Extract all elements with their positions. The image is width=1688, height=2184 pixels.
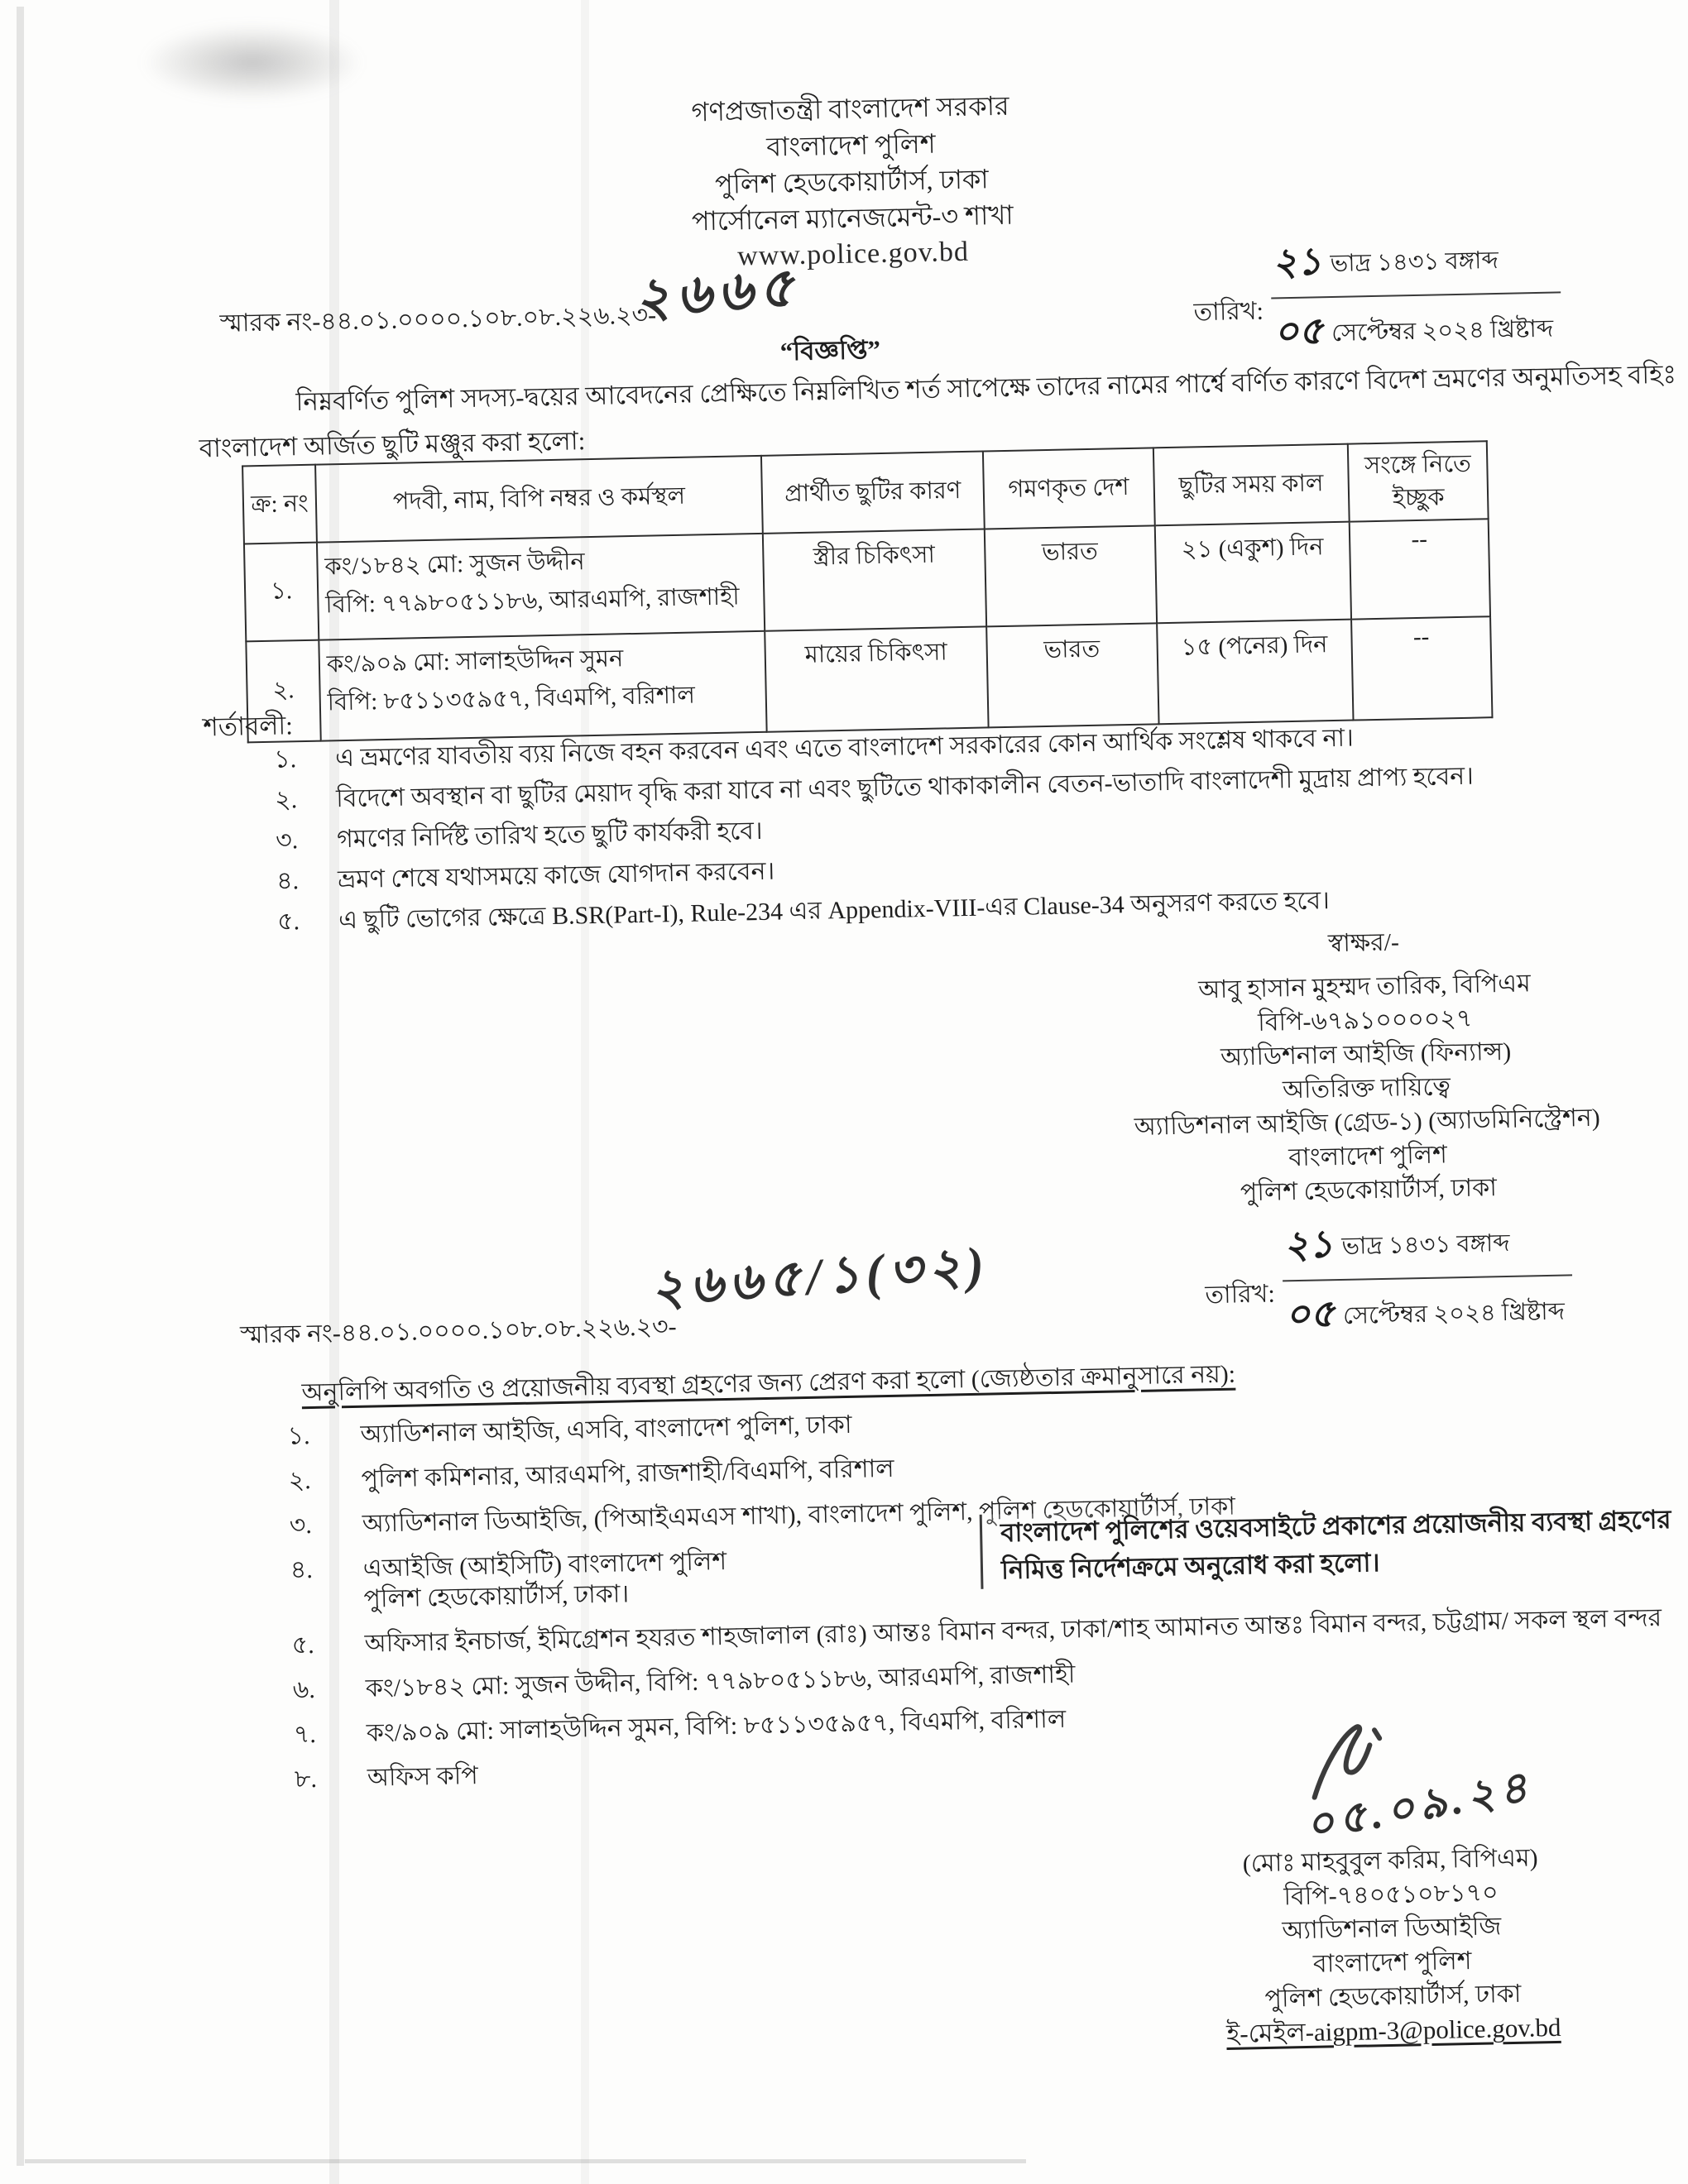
date-stack: [1282, 1208, 1574, 1346]
gregorian-date-text: সেপ্টেম্বর ২০২৪ খ্রিষ্টাব্দ: [1331, 315, 1554, 347]
cell-companion: --: [1351, 616, 1492, 720]
col-header-serial: ক্র: নং: [242, 465, 317, 544]
branch-name: পার্সোনেল ম্যানেজমেন্ট-৩ শাখা: [691, 199, 1014, 237]
member-name-line: কং/১৮৪২ মো: সুজন উদ্দীন: [324, 548, 586, 581]
memo-number-label-1: স্মারক নং-৪৪.০১.০০০০.১০৮.০৮.২২৬.২৩-: [219, 301, 657, 338]
cell-serial: ১.: [244, 543, 319, 642]
gregorian-date-text: সেপ্টেম্বর ২০২৪ খ্রিষ্টাব্দ: [1342, 1298, 1566, 1329]
signatory-bp-number: বিপি-৬৭৯১০০০০২৭: [1257, 1004, 1473, 1037]
memo-number-label-2: স্মারক নং-৪৪.০১.০০০০.১০৮.০৮.২২৬.২৩-: [239, 1313, 677, 1349]
bangla-date-day-handwritten: ২১: [1283, 1223, 1334, 1267]
condition-number: ৩.: [275, 826, 299, 855]
government-title: গণপ্রজাতন্ত্রী বাংলাদেশ সরকার: [691, 90, 1009, 127]
signatory-office: পুলিশ হেডকোয়ার্টার্স, ঢাকা: [1264, 1980, 1522, 2014]
memo-number-handwritten-1: ২৬৬৫: [632, 256, 802, 330]
cell-duration: ২১ (একুশ) দিন: [1154, 522, 1351, 624]
signatory-designation: অ্যাডিশনাল ডিআইজি: [1282, 1913, 1502, 1945]
signature-block-2: [1142, 1839, 1642, 2052]
cell-serial: ২.: [246, 640, 320, 743]
distribution-text: অ্যাডিশনাল আইজি, এসবি, বাংলাদেশ পুলিশ, ঢাকা: [360, 1410, 852, 1449]
intro-line-1: নিম্নবর্ণিত পুলিশ সদস্য-দ্বয়ের আবেদনের প্রেক্ষিতে নিম্নলিখিত শর্ত সাপেক্ষে তাদের নামের পার্শ্বে বর্ণিত কারণে বিদেশ ভ্রমণের অনুমতিসহ বহিঃ: [295, 359, 1677, 417]
condition-number: ১.: [273, 745, 297, 774]
date-block-2: [1203, 1208, 1573, 1348]
notice-title: “বিজ্ঞপ্তি”: [779, 334, 881, 366]
condition-text: গমণের নির্দিষ্ট তারিখ হতে ছুটি কার্যকরী হবে।: [336, 817, 763, 854]
col-header-companion: সংঙ্গে নিতে ইচ্ছুক: [1348, 441, 1489, 521]
distribution-text-line2: পুলিশ হেডকোয়ার্টার্স, ঢাকা।: [363, 1580, 630, 1613]
bangla-date-day-handwritten: ২১: [1272, 240, 1322, 284]
signatory-designation: অ্যাডিশনাল আইজি (ফিন্যান্স): [1220, 1037, 1512, 1071]
condition-number: ২.: [274, 786, 298, 814]
leave-table: [242, 440, 1493, 743]
member-bp-line: বিপি: ৮৫১১৩৫৯৫৭, বিএমপি, বরিশাল: [327, 682, 696, 716]
website-url: www.police.gov.bd: [736, 236, 970, 272]
distribution-text: অফিসার ইনচার্জ, ইমিগ্রেশন হযরত শাহজালাল (রাঃ) আন্তঃ বিমান বন্দর, ঢাকা/শাহ আমানত আন্তঃ বিমান বন্দর, চট্টগ্রাম/ সকল স্থল বন্দর: [364, 1604, 1662, 1658]
cell-country: ভারত: [986, 623, 1158, 727]
member-name-line: কং/৯০৯ মো: সালাহউদ্দিন সুমন: [326, 645, 624, 678]
handwritten-date: ০৫.০৯.২৪: [1302, 1763, 1537, 1851]
cell-country: ভারত: [985, 525, 1157, 626]
condition-text: ভ্রমণ শেষে যথাসময়ে কাজে যোগদান করবেন।: [337, 857, 775, 894]
bangla-date-text: ভাদ্র ১৪৩১ বঙ্গাব্দ: [1341, 1229, 1510, 1260]
col-header-country: গমণকৃত দেশ: [983, 448, 1155, 529]
distribution-text: অফিস কপি: [367, 1762, 478, 1792]
letterhead: [519, 84, 1184, 280]
signatory-email: ই-মেইল-aigpm-3@police.gov.bd: [1225, 2012, 1561, 2048]
distribution-text: অ্যাডিশনাল ডিআইজি, (পিআইএমএস শাখা), বাংলাদেশ পুলিশ, পুলিশ হেডকোয়ার্টার্স, ঢাকা: [362, 1492, 1236, 1538]
signed-label: স্বাক্ষর/-: [1327, 928, 1400, 958]
distribution-number: ৮.: [294, 1765, 318, 1794]
gregorian-date-line: [1283, 1276, 1573, 1346]
date-label: তারিখ:: [1205, 1280, 1276, 1309]
signatory-office: পুলিশ হেডকোয়ার্টার্স, ঢাকা: [1240, 1174, 1498, 1207]
signature-block-1: [1082, 921, 1651, 1214]
signatory-name: আবু হাসান মুহম্মদ তারিক, বিপিএম: [1197, 970, 1532, 1004]
signatory-additional-duty: অতিরিক্ত দায়িত্বে: [1282, 1073, 1451, 1104]
distribution-text: পুলিশ কমিশনার, আরএমপি, রাজশাহী/বিএমপি, বরিশাল: [361, 1454, 894, 1493]
cell-name: [319, 631, 767, 741]
distribution-number: ৫.: [291, 1631, 314, 1660]
conditions-heading: শর্তাবলী:: [203, 711, 294, 742]
distribution-text: কং/৯০৯ মো: সালাহউদ্দিন সুমন, বিপি: ৮৫১১৩৫৯৫৭, বিএমপি, বরিশাল: [366, 1705, 1067, 1747]
signatory-name: (মোঃ মাহবুবুল করিম, বিপিএম): [1242, 1844, 1538, 1878]
col-header-name: পদবী, নাম, বিপি নম্বর ও কর্মস্থল: [315, 456, 763, 543]
distribution-number: ৭.: [293, 1720, 317, 1749]
condition-text: এ ছুটি ভোগের ক্ষেত্রে B.SR(Part-I), Rule-234 এর Appendix-VIII-এর Clause-34 অনুসরণ করতে হবে।: [338, 887, 1331, 935]
condition-number: ৪.: [276, 867, 300, 895]
signatory-organization: বাংলাদেশ পুলিশ: [1288, 1141, 1448, 1172]
signatory-organization: বাংলাদেশ পুলিশ: [1312, 1947, 1472, 1978]
distribution-number: ১.: [287, 1422, 310, 1450]
col-header-reason: প্রার্থীত ছুটির কারণ: [761, 451, 984, 533]
distribution-text-line1: এআইজি (আইসিটি) বাংলাদেশ পুলিশ: [362, 1547, 727, 1583]
cell-name: [317, 534, 765, 640]
bangla-date-line: [1270, 225, 1561, 299]
office-name: পুলিশ হেডকোয়ার্টার্স, ঢাকা: [714, 164, 989, 199]
website-publication-note: বাংলাদেশ পুলিশের ওয়েবসাইটে প্রকাশের প্রয়োজনীয় ব্যবস্থা গ্রহণের নিমিত্ত নির্দেশক্রমে অনুরোধ করা হলো।: [980, 1501, 1688, 1589]
distribution-number: ৬.: [292, 1675, 316, 1704]
bangla-date-line: [1282, 1208, 1572, 1281]
distribution-text: [362, 1546, 727, 1615]
memo-number-handwritten-2: ২৬৬৫/১(৩২): [648, 1236, 992, 1318]
distribution-heading: অনুলিপি অবগতি ও প্রয়োজনীয় ব্যবস্থা গ্রহণের জন্য প্রেরণ করা হলো (জ্যেষ্ঠতার ক্রমানুসারে নয়):: [301, 1360, 1236, 1407]
cell-reason: মায়ের চিকিৎসা: [765, 626, 988, 731]
cell-duration: ১৫ (পনের) দিন: [1157, 620, 1354, 725]
conditions-list: [274, 719, 1635, 949]
distribution-number: ২.: [288, 1467, 312, 1495]
date-label: তারিখ:: [1193, 297, 1264, 326]
distribution-list: [287, 1393, 1676, 1808]
distribution-text: কং/১৮৪২ মো: সুজন উদ্দীন, বিপি: ৭৭৯৮০৫১১৮৬, আরএমপি, রাজশাহী: [365, 1660, 1076, 1703]
condition-number: ৫.: [276, 908, 300, 936]
condition-text: এ ভ্রমণের যাবতীয় ব্যয় নিজে বহন করবেন এবং এতে বাংলাদেশ সরকারের কোন আর্থিক সংশ্লেষ থাকবে না।: [334, 724, 1355, 773]
bangla-date-text: ভাদ্র ১৪৩১ বঙ্গাব্দ: [1330, 247, 1499, 278]
cell-companion: --: [1350, 519, 1490, 619]
signatory-bp-number: বিপি-৭৪০৫১০৮১৭০: [1283, 1879, 1499, 1911]
distribution-number: ৪.: [290, 1556, 314, 1584]
condition-text: বিদেশে অবস্থান বা ছুটির মেয়াদ বৃদ্ধি করা যাবে না এবং ছুটিতে থাকাকালীন বেতন-ভাতাদি বাংলাদেশী মুদ্রায় প্রাপ্য হবেন।: [335, 762, 1475, 813]
distribution-number: ৩.: [289, 1511, 313, 1540]
cell-reason: স্ত্রীর চিকিৎসা: [763, 529, 986, 630]
member-bp-line: বিপি: ৭৭৯৮০৫১১৮৬, আরএমপি, রাজশাহী: [325, 583, 740, 619]
intro-line-2: বাংলাদেশ অর্জিত ছুটি মঞ্জুর করা হলো:: [199, 426, 586, 463]
gregorian-date-day-handwritten: ০৫: [1273, 309, 1324, 353]
gregorian-date-day-handwritten: ০৫: [1284, 1292, 1336, 1336]
organization-name: বাংলাদেশ পুলিশ: [765, 128, 936, 162]
signatory-designation-2: অ্যাডিশনাল আইজি (গ্রেড-১) (অ্যাডমিনিস্ট্রেশন): [1134, 1104, 1601, 1141]
col-header-duration: ছুটির সময় কাল: [1153, 444, 1350, 526]
